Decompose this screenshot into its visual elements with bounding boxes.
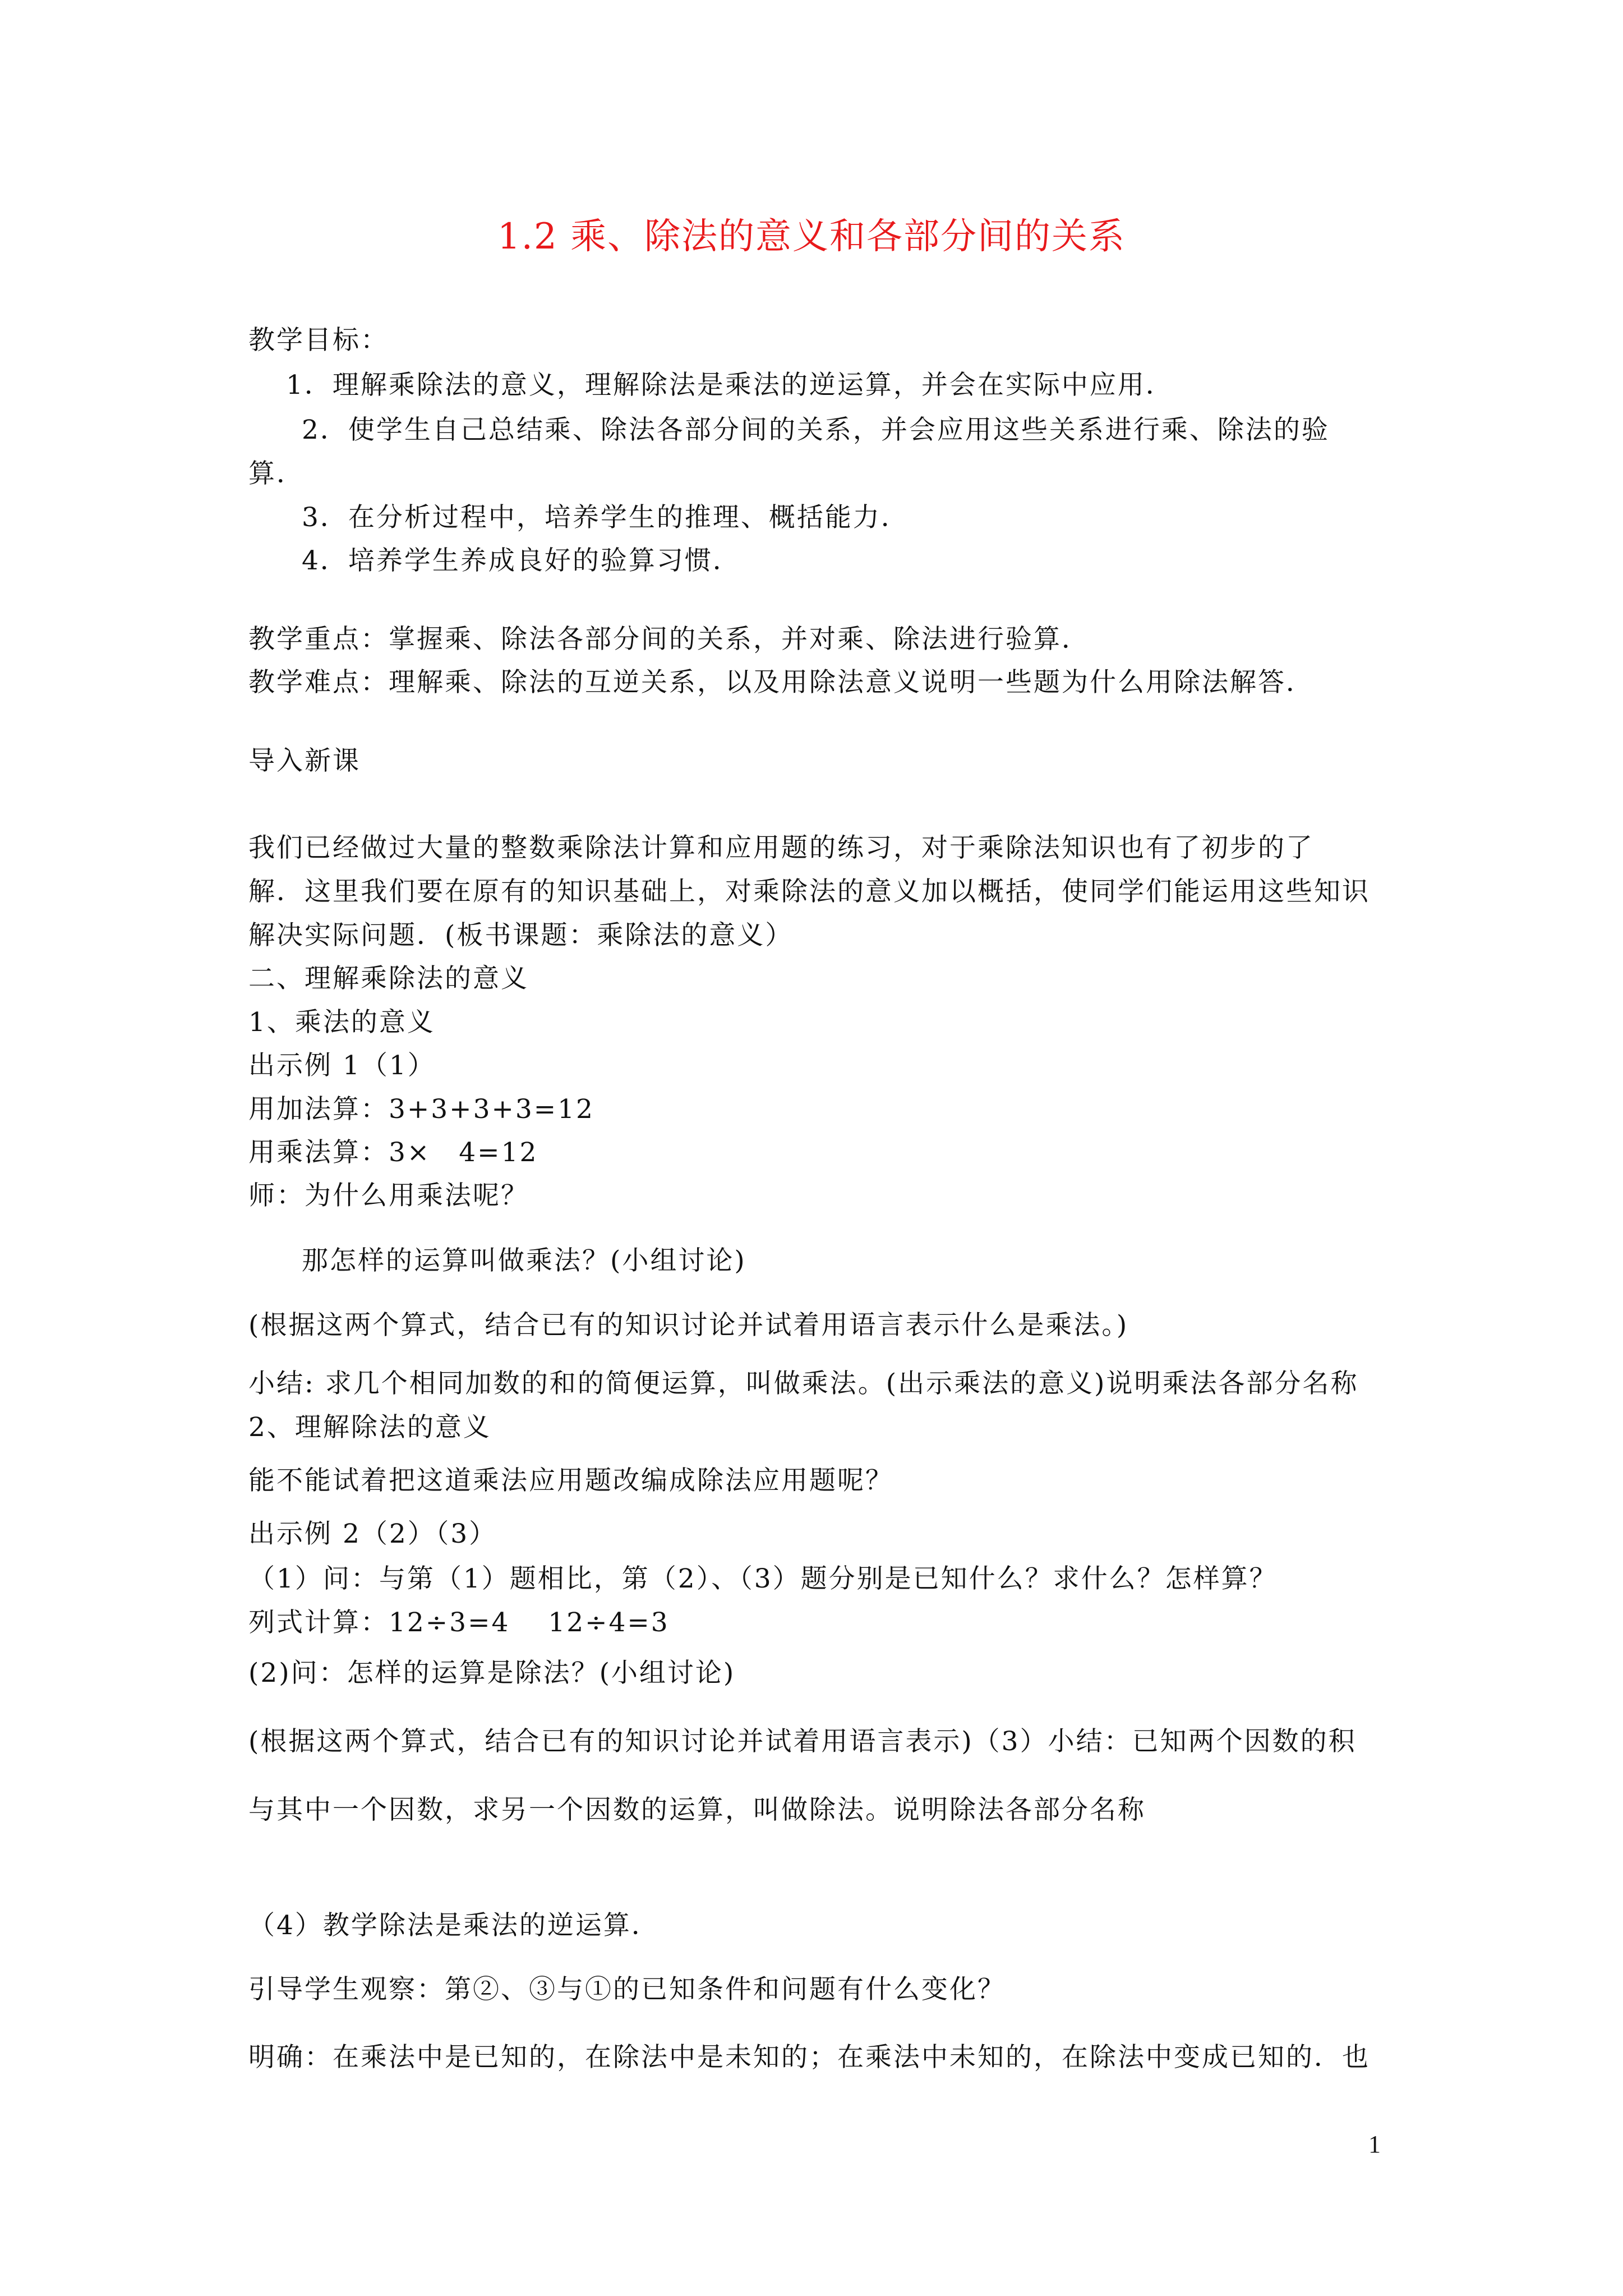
text-line: 解．这里我们要在原有的知识基础上，对乘除法的意义加以概括，使同学们能运用这些知识 xyxy=(248,876,1370,907)
text-line: (根据这两个算式，结合已有的知识讨论并试着用语言表示)（3）小结：已知两个因数的积 xyxy=(248,1726,1357,1757)
text-line: 列式计算：12÷3=4 12÷4=3 xyxy=(248,1607,670,1638)
text-line: 1．理解乘除法的意义，理解除法是乘法的逆运算，并会在实际中应用． xyxy=(286,370,1174,401)
text-line: （4）教学除法是乘法的逆运算． xyxy=(248,1910,660,1941)
text-line: 出示例 1（1） xyxy=(248,1050,436,1081)
text-line: 教学重点：掌握乘、除法各部分间的关系，并对乘、除法进行验算． xyxy=(248,624,1090,655)
text-line: (2)问：怎样的运算是除法？(小组讨论) xyxy=(248,1658,736,1688)
document-title: 1.2 乘、除法的意义和各部分间的关系 xyxy=(497,216,1126,257)
text-line: 小结: 求几个相同加数的和的简便运算，叫做乘法。(出示乘法的意义)说明乘法各部分名称 xyxy=(248,1368,1359,1399)
text-line: 导入新课 xyxy=(248,746,361,776)
text-line: 3．在分析过程中，培养学生的推理、概括能力． xyxy=(302,502,909,533)
text-line: 解决实际问题．(板书课题：乘除法的意义） xyxy=(248,920,794,951)
text-line: 出示例 2（2）（3） xyxy=(248,1519,497,1549)
text-line: 2．使学生自己总结乘、除法各部分间的关系，并会应用这些关系进行乘、除法的验 xyxy=(302,415,1330,445)
text-line: 教学难点：理解乘、除法的互逆关系，以及用除法意义说明一些题为什么用除法解答． xyxy=(248,667,1314,698)
text-line: 能不能试着把这道乘法应用题改编成除法应用题呢？ xyxy=(248,1465,893,1496)
text-line: 用加法算：3+3+3+3=12 xyxy=(248,1094,594,1125)
text-line: 那怎样的运算叫做乘法？(小组讨论) xyxy=(302,1245,746,1276)
text-line: 我们已经做过大量的整数乘除法计算和应用题的练习，对于乘除法知识也有了初步的了 xyxy=(248,832,1314,863)
text-line: 4．培养学生养成良好的验算习惯． xyxy=(302,545,741,576)
text-line: 师：为什么用乘法呢？ xyxy=(248,1180,529,1211)
text-line: （1）问：与第（1）题相比，第（2）、（3）题分别是已知什么？求什么？怎样算？ xyxy=(248,1563,1278,1594)
text-line: 1、乘法的意义 xyxy=(248,1007,435,1038)
text-line: 引导学生观察：第②、③与①的已知条件和问题有什么变化？ xyxy=(248,1974,1006,2005)
page-number: 1 xyxy=(1368,2131,1381,2158)
text-line: 算． xyxy=(248,458,305,489)
text-line: 教学目标： xyxy=(248,325,389,356)
text-line: 与其中一个因数，求另一个因数的运算，叫做除法。说明除法各部分名称 xyxy=(248,1795,1146,1825)
text-line: 明确：在乘法中是已知的，在除法中是未知的；在乘法中未知的，在除法中变成已知的．也 xyxy=(248,2042,1370,2073)
text-line: 用乘法算：3× 4=12 xyxy=(248,1137,538,1168)
text-line: 二、理解乘除法的意义 xyxy=(248,963,529,994)
text-line: 2、理解除法的意义 xyxy=(248,1412,491,1443)
text-line: (根据这两个算式，结合已有的知识讨论并试着用语言表示什么是乘法。) xyxy=(248,1310,1129,1341)
